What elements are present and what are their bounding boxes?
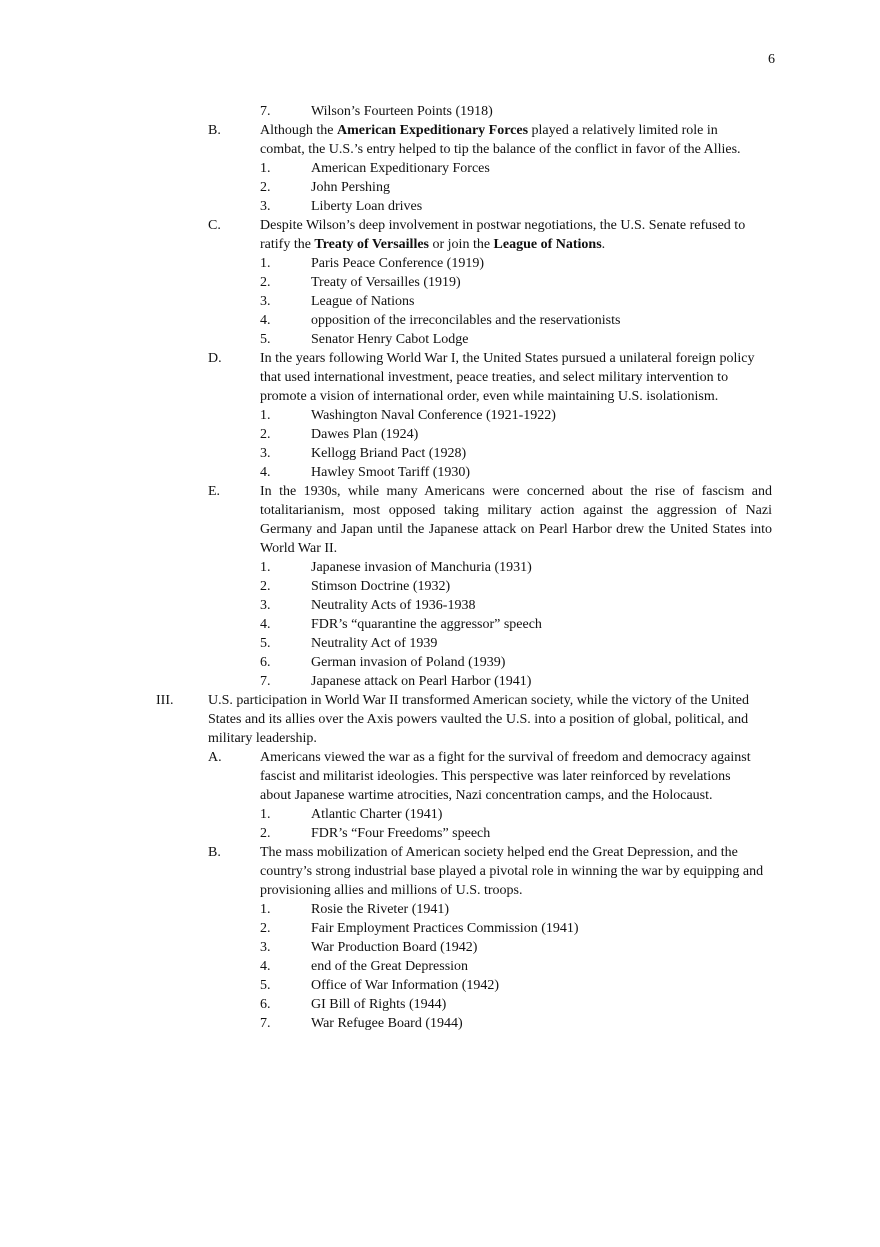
subsection-text: In the 1930s, while many Americans were concerned about the rise of fascism and bbox=[260, 484, 772, 499]
page-number: 6 bbox=[768, 52, 775, 67]
list-item: 5. Senator Henry Cabot Lodge bbox=[260, 332, 469, 347]
list-item: 1. Japanese invasion of Manchuria (1931) bbox=[260, 560, 532, 575]
subsection-letter: E. bbox=[208, 484, 221, 499]
list-item bbox=[0, 102, 880, 121]
bold-term: League of Nations bbox=[493, 237, 602, 252]
item-number: 7. bbox=[260, 104, 271, 119]
list-item: 3. Neutrality Acts of 1936-1938 bbox=[260, 598, 476, 613]
section-text: U.S. participation in World War II transformed American society, while the victory of the United bbox=[208, 693, 750, 708]
subsection-text: ratify the Treaty of Versailles or join the League of Nations. bbox=[260, 237, 606, 252]
subsection-text: country’s strong industrial base played a pivotal role in winning the war by equipping and bbox=[260, 864, 764, 879]
section-numeral: III. bbox=[156, 693, 174, 708]
list-item: 3. War Production Board (1942) bbox=[260, 940, 478, 955]
list-item: 3. League of Nations bbox=[260, 294, 415, 309]
list-item: 4. opposition of the irreconcilables and the reservationists bbox=[260, 313, 621, 328]
subsection-text: provisioning allies and millions of U.S. troops. bbox=[260, 883, 523, 898]
list-item: 2. Stimson Doctrine (1932) bbox=[260, 579, 451, 594]
subsection-text: Despite Wilson’s deep involvement in postwar negotiations, the U.S. Senate refused to bbox=[260, 218, 746, 233]
bold-term: Treaty of Versailles bbox=[314, 237, 429, 252]
list-item: 1. Atlantic Charter (1941) bbox=[260, 807, 443, 822]
subsection-text: Although the American Expeditionary Forces played a relatively limited role in bbox=[260, 123, 718, 138]
subsection-text: totalitarianism, most opposed taking military action against the aggression of Nazi bbox=[260, 503, 772, 518]
subsection-text: fascist and militarist ideologies. This perspective was later reinforced by revelations bbox=[260, 769, 731, 784]
subsection-letter: B. bbox=[208, 123, 221, 138]
list-item: 1. Washington Naval Conference (1921-1922) bbox=[260, 408, 556, 423]
subsection-letter: D. bbox=[208, 351, 222, 366]
list-item: 2. Fair Employment Practices Commission (1941) bbox=[260, 921, 579, 936]
subsection-a-freedom bbox=[0, 748, 880, 843]
subsection-e-1930s bbox=[0, 482, 880, 691]
list-item: 1. Rosie the Riveter (1941) bbox=[260, 902, 450, 917]
subsection-text: that used international investment, peace treaties, and select military intervention to bbox=[260, 370, 729, 385]
list-item: 5. Office of War Information (1942) bbox=[260, 978, 500, 993]
subsection-text: The mass mobilization of American society helped end the Great Depression, and the bbox=[260, 845, 738, 860]
list-item: 4. Hawley Smoot Tariff (1930) bbox=[260, 465, 471, 480]
subsection-text: combat, the U.S.’s entry helped to tip the balance of the conflict in favor of the Allies. bbox=[260, 142, 741, 157]
outline-content bbox=[0, 102, 880, 1033]
list-item: 3. Kellogg Briand Pact (1928) bbox=[260, 446, 467, 461]
list-item: 2. FDR’s “Four Freedoms” speech bbox=[260, 826, 491, 841]
list-item: 1. Paris Peace Conference (1919) bbox=[260, 256, 484, 271]
list-item: 5. Neutrality Act of 1939 bbox=[260, 636, 438, 651]
subsection-text: Germany and Japan until the Japanese attack on Pearl Harbor drew the United States into bbox=[260, 522, 772, 537]
list-item: 7. War Refugee Board (1944) bbox=[260, 1016, 463, 1031]
list-item: 2. Treaty of Versailles (1919) bbox=[260, 275, 461, 290]
subsection-text: promote a vision of international order, even while maintaining U.S. isolationism. bbox=[260, 389, 719, 404]
section-iii-wwii bbox=[0, 691, 880, 1033]
subsection-c-versailles bbox=[0, 216, 880, 349]
list-item: 4. FDR’s “quarantine the aggressor” speech bbox=[260, 617, 542, 632]
subsection-b-mobilization bbox=[0, 843, 880, 1033]
section-text: military leadership. bbox=[208, 731, 317, 746]
subsection-b-aef bbox=[0, 121, 880, 216]
subsection-text: Americans viewed the war as a fight for the survival of freedom and democracy against bbox=[260, 750, 751, 765]
list-item: 7. Japanese attack on Pearl Harbor (1941) bbox=[260, 674, 532, 689]
list-item: 4. end of the Great Depression bbox=[260, 959, 469, 974]
list-item: 2. Dawes Plan (1924) bbox=[260, 427, 419, 442]
item-text: Wilson’s Fourteen Points (1918) bbox=[311, 104, 493, 119]
list-item: 2. John Pershing bbox=[260, 180, 390, 195]
list-item: 1. American Expeditionary Forces bbox=[260, 161, 490, 176]
subsection-text: In the years following World War I, the United States pursued a unilateral foreign policy bbox=[260, 351, 755, 366]
bold-term: American Expeditionary Forces bbox=[337, 123, 529, 138]
list-item: 6. GI Bill of Rights (1944) bbox=[260, 997, 447, 1012]
subsection-letter: A. bbox=[208, 750, 222, 765]
subsection-letter: C. bbox=[208, 218, 221, 233]
section-text: States and its allies over the Axis powers vaulted the U.S. into a position of global, political, and bbox=[208, 712, 749, 727]
subsection-d-foreign-policy bbox=[0, 349, 880, 482]
subsection-letter: B. bbox=[208, 845, 221, 860]
subsection-text: World War II. bbox=[260, 541, 338, 556]
subsection-text: about Japanese wartime atrocities, Nazi concentration camps, and the Holocaust. bbox=[260, 788, 713, 803]
list-item: 6. German invasion of Poland (1939) bbox=[260, 655, 506, 670]
list-item: 3. Liberty Loan drives bbox=[260, 199, 423, 214]
